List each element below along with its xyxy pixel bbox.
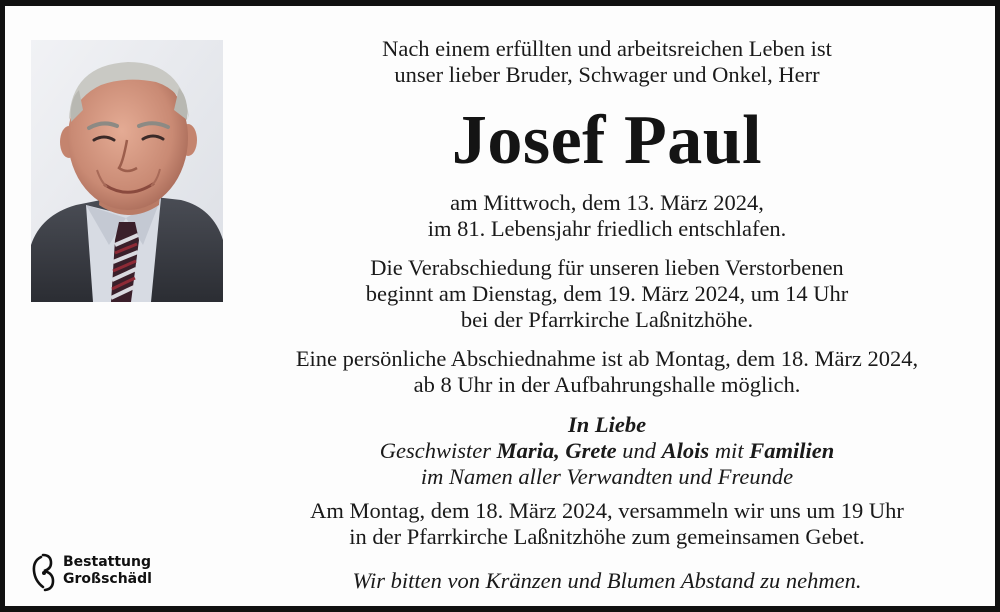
funeral-home-name — [63, 554, 152, 588]
farewell-line: beginnt am Dienstag, dem 19. März 2024, um 14 Uhr — [365, 281, 849, 306]
deceased-name: Josef Paul — [451, 102, 763, 179]
mourners-line — [227, 438, 987, 464]
funeral-home-logo — [31, 551, 171, 593]
death-date-line: im 81. Lebensjahr friedlich entschlafen. — [427, 216, 787, 241]
viewing-line: Eine persönliche Abschiednahme ist ab Montag, dem 18. März 2024, — [295, 346, 919, 371]
death-date-line: am Mittwoch, dem 13. März 2024, — [450, 190, 764, 215]
prayer-line: Am Montag, dem 18. März 2024, versammeln wir uns um 19 Uhr — [310, 498, 904, 523]
viewing-line: ab 8 Uhr in der Aufbahrungshalle möglich. — [413, 372, 801, 397]
funeral-home-line1: Bestattung — [63, 554, 151, 570]
farewell-line: bei der Pfarrkirche Laßnitzhöhe. — [460, 307, 754, 332]
prayer-line: in der Pfarrkirche Laßnitzhöhe zum gemeinsamen Gebet. — [349, 524, 865, 549]
mourner-name: Alois — [661, 438, 710, 463]
bestattung-logo-mark-icon — [31, 551, 59, 593]
in-liebe: In Liebe — [567, 412, 647, 437]
mourners-mit: mit — [709, 438, 750, 463]
mourner-families: Familien — [749, 438, 835, 463]
mourner-names: Maria, Grete — [496, 438, 617, 463]
funeral-home-line2: Großschädl — [63, 571, 152, 587]
intro-line: unser lieber Bruder, Schwager und Onkel, Herr — [394, 62, 820, 87]
portrait-photo — [31, 40, 223, 302]
intro-line: Nach einem erfüllten und arbeitsreichen Leben ist — [382, 36, 832, 61]
relatives-line: im Namen aller Verwandten und Freunde — [420, 464, 794, 489]
notice-text — [227, 6, 987, 606]
mourners-conjunction: und — [616, 438, 662, 463]
farewell-line: Die Verabschiedung für unseren lieben Verstorbenen — [370, 255, 844, 280]
mourners-prefix: Geschwister — [379, 438, 497, 463]
closing-request: Wir bitten von Kränzen und Blumen Abstand zu nehmen. — [352, 568, 862, 593]
